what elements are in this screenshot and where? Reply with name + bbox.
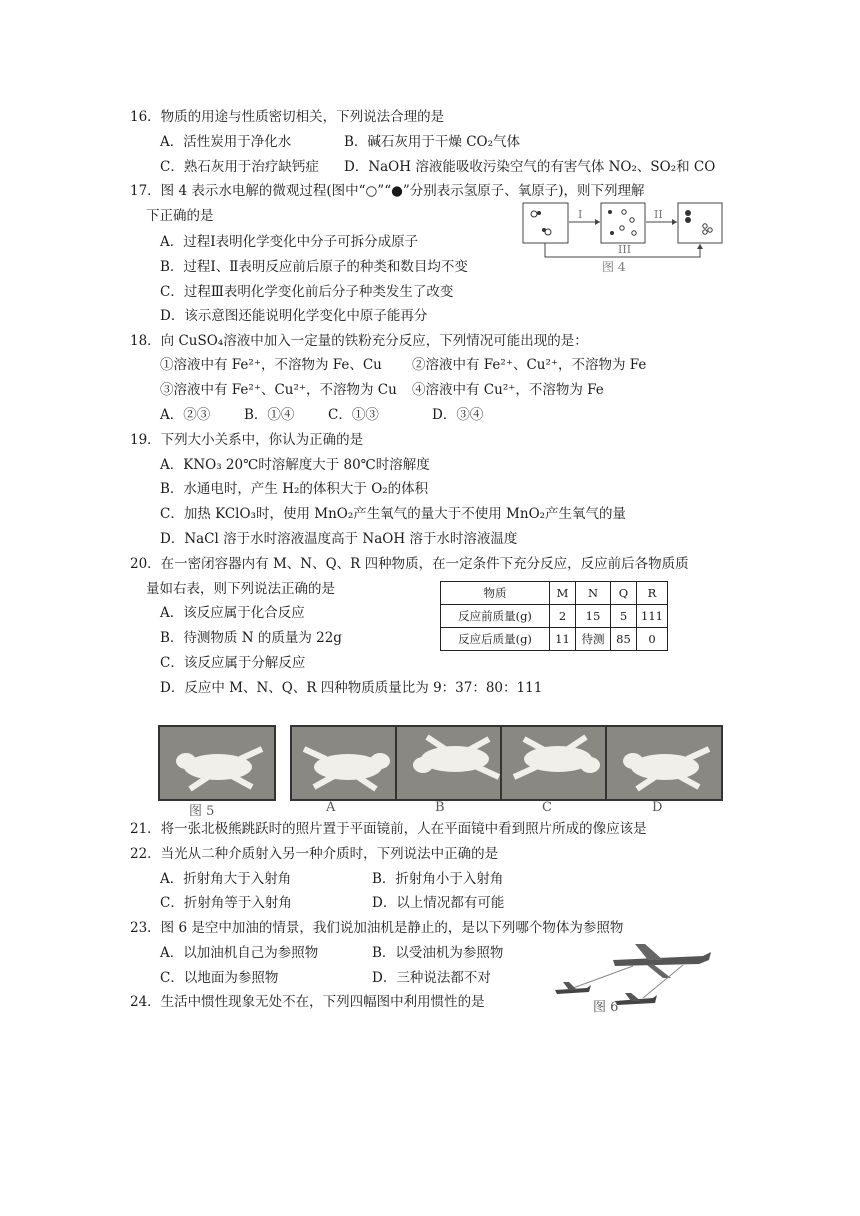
- figure-6-aerial-refueling: [553, 938, 718, 1018]
- option-b-bear-photo: [395, 725, 513, 801]
- table-cell: M: [550, 582, 576, 605]
- question-18-stem: 18．向 CuSO₄溶液中加入一定量的铁粉充分反应，下列情况可能出现的是：: [130, 333, 588, 349]
- table-cell: 反应后质量(g): [441, 628, 550, 651]
- q19-option-c: C．加热 KClO₃时，使用 MnO₂产生氧气的量大于不使用 MnO₂产生氧气的量: [160, 506, 627, 522]
- option-b-caption: B: [435, 800, 445, 815]
- bear-image: [397, 727, 511, 799]
- q22-option-a: A．折射角大于入射角: [160, 871, 292, 887]
- refueling-planes-image: [553, 938, 718, 1018]
- table-cell: 85: [611, 628, 637, 651]
- table-cell: 物质: [441, 582, 550, 605]
- figure-5-caption: 图 5: [189, 804, 215, 819]
- q16-option-b: B．碱石灰用于干燥 CO₂气体: [344, 134, 521, 150]
- q18-item-1: ①溶液中有 Fe²⁺，不溶物为 Fe、Cu: [160, 357, 382, 373]
- q20-option-a: A．该反应属于化合反应: [160, 605, 305, 621]
- q16-option-a: A．活性炭用于净化水: [160, 134, 292, 150]
- q20-option-c: C．该反应属于分解反应: [160, 655, 306, 671]
- option-d-caption: D: [652, 800, 663, 815]
- table-cell: 待测: [576, 628, 611, 651]
- question-21-stem: 21．将一张北极熊跳跃时的照片置于平面镜前，人在平面镜中看到照片所成的像应该是: [130, 821, 647, 837]
- q23-option-b: B．以受油机为参照物: [372, 945, 504, 961]
- question-22-stem: 22．当光从二种介质射入另一种介质时，下列说法中正确的是: [130, 846, 499, 862]
- table-cell: Q: [611, 582, 637, 605]
- figure-4-label-3: III: [618, 243, 632, 256]
- q23-option-c: C．以地面为参照物: [160, 970, 279, 986]
- q17-option-a: A．过程Ⅰ表明化学变化中分子可拆分成原子: [160, 234, 419, 250]
- option-c-bear-photo: [500, 725, 618, 801]
- table-cell: R: [637, 582, 668, 605]
- q18-item-3: ③溶液中有 Fe²⁺、Cu²⁺，不溶物为 Cu: [160, 382, 397, 398]
- q20-option-d: D．反应中 M、N、Q、R 四种物质质量比为 9：37：80：111: [160, 680, 543, 696]
- q18-option-a: A．②③: [160, 407, 211, 423]
- question-20-stem-cont: 量如右表，则下列说法正确的是: [146, 581, 335, 597]
- q16-option-d: D．NaOH 溶液能吸收污染空气的有害气体 NO₂、SO₂和 CO: [344, 159, 716, 175]
- bear-image: [160, 727, 274, 799]
- question-24-stem: 24．生活中惯性现象无处不在，下列四幅图中利用惯性的是: [130, 994, 485, 1010]
- figure-4-electrolysis: [522, 200, 727, 272]
- q20-option-b: B．待测物质 N 的质量为 22g: [160, 630, 342, 646]
- bear-image: [292, 727, 406, 799]
- q18-item-4: ④溶液中有 Cu²⁺，不溶物为 Fe: [412, 382, 604, 398]
- table-cell: 111: [637, 605, 668, 628]
- table-cell: 2: [550, 605, 576, 628]
- q19-option-d: D．NaCl 溶于水时溶液温度高于 NaOH 溶于水时溶液温度: [160, 531, 518, 547]
- table-cell: 15: [576, 605, 611, 628]
- table-cell: 0: [637, 628, 668, 651]
- q20-mass-table: [440, 581, 668, 651]
- q19-option-a: A．KNO₃ 20℃时溶解度大于 80℃时溶解度: [160, 457, 430, 473]
- q16-option-c: C．熟石灰用于治疗缺钙症: [160, 159, 319, 175]
- question-23-stem: 23．图 6 是空中加油的情景，我们说加油机是静止的，是以下列哪个物体为参照物: [130, 920, 624, 936]
- q22-option-d: D．以上情况都有可能: [372, 895, 505, 911]
- q18-option-b: B．①④: [244, 407, 295, 423]
- figure-4-label-1: I: [578, 208, 583, 221]
- table-cell: 11: [550, 628, 576, 651]
- question-20-stem: 20．在一密闭容器内有 M、N、Q、R 四种物质，在一定条件下充分反应，反应前后各物质质: [130, 556, 689, 572]
- q18-item-2: ②溶液中有 Fe²⁺、Cu²⁺，不溶物为 Fe: [412, 357, 647, 373]
- q17-option-c: C．过程Ⅲ表明化学变化前后分子种类发生了改变: [160, 284, 454, 300]
- q22-option-b: B．折射角小于入射角: [372, 871, 504, 887]
- figure-4-label-2: II: [654, 208, 663, 221]
- q23-option-d: D．三种说法都不对: [372, 970, 491, 986]
- table-row: [441, 582, 668, 605]
- bear-image: [502, 727, 616, 799]
- table-row: [441, 605, 668, 628]
- q17-option-b: B．过程Ⅰ、Ⅱ表明反应前后原子的种类和数目均不变: [160, 259, 468, 275]
- q18-option-d: D．③④: [432, 407, 484, 423]
- question-19-stem: 19．下列大小关系中，你认为正确的是: [130, 432, 364, 448]
- figure-6-caption: 图 6: [593, 1000, 619, 1015]
- q18-option-c: C．①③: [328, 407, 379, 423]
- bear-image: [607, 727, 721, 799]
- q23-option-a: A．以加油机自己为参照物: [160, 945, 319, 961]
- option-a-caption: A: [326, 800, 336, 815]
- table-cell: 5: [611, 605, 637, 628]
- figure-4-caption: 图 4: [602, 260, 626, 274]
- question-16-stem: 16．物质的用途与性质密切相关，下列说法合理的是: [130, 109, 445, 125]
- question-17-stem: 17．图 4 表示水电解的微观过程(图中“○”“●”分别表示氢原子、氧原子)，则下列理解: [130, 183, 645, 199]
- option-a-bear-photo: [290, 725, 408, 801]
- q22-option-c: C．折射角等于入射角: [160, 895, 292, 911]
- question-17-stem-cont: 下正确的是: [146, 208, 214, 224]
- table-cell: 反应前质量(g): [441, 605, 550, 628]
- option-c-caption: C: [542, 800, 552, 815]
- table-row: [441, 628, 668, 651]
- figure-5-bear-photo: [158, 725, 276, 801]
- q17-option-d: D．该示意图还能说明化学变化中原子能再分: [160, 308, 428, 324]
- option-d-bear-photo: [605, 725, 723, 801]
- table-cell: N: [576, 582, 611, 605]
- q19-option-b: B．水通电时，产生 H₂的体积大于 O₂的体积: [160, 481, 429, 497]
